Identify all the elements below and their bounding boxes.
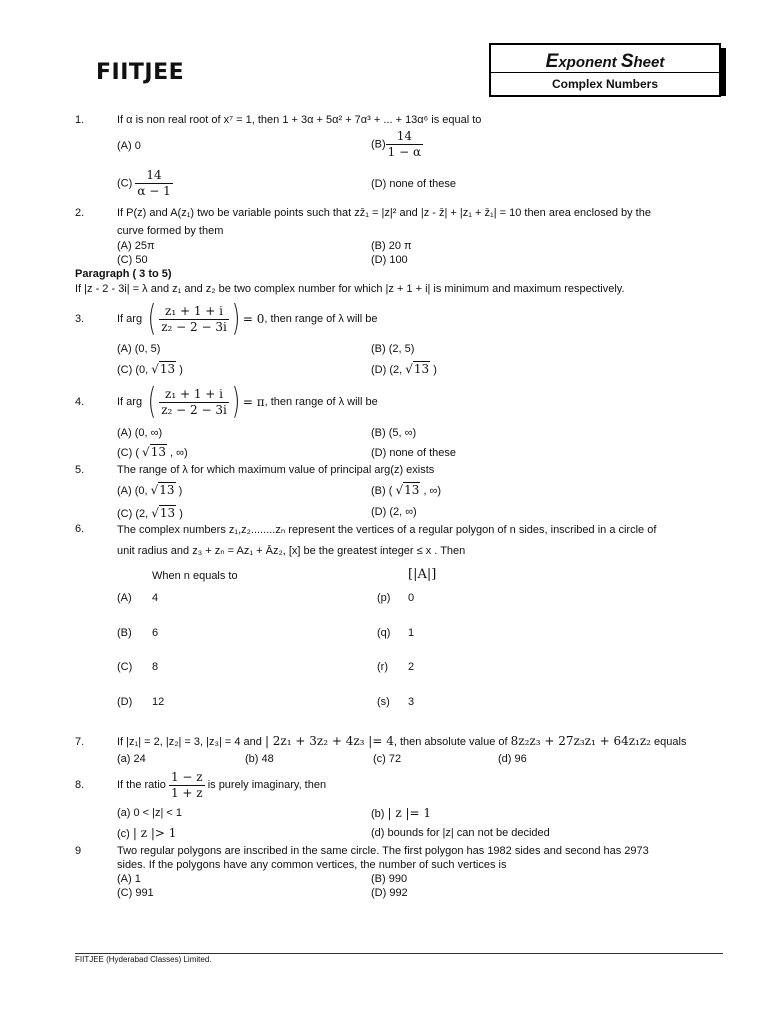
footer-divider bbox=[75, 953, 723, 954]
q3-frac-num: z₁ + 1 + i bbox=[159, 304, 229, 320]
q6-row-a-label: (A) bbox=[117, 592, 132, 604]
q3-fraction bbox=[159, 304, 229, 335]
q7-number: 7. bbox=[75, 736, 85, 748]
q7-expression-1: | 2z₁ + 3z₂ + 4z₃ |= 4 bbox=[264, 734, 394, 748]
q7-option-a: (a) 24 bbox=[117, 753, 146, 765]
q7-stem-a: If |z₁| = 2, |z₂| = 3, |z₃| = 4 and bbox=[117, 736, 262, 748]
q1-option-c bbox=[117, 168, 173, 199]
q6-row-c-value: 8 bbox=[152, 661, 159, 673]
q2-stem-line1: If P(z) and A(z₁) two be variable points such that zz̄₁ = |z|² and |z - z̄| + |z₁ + z̄₁| = 10 then area enclosed by the bbox=[117, 207, 651, 219]
q7-option-c: (c) 72 bbox=[373, 753, 402, 765]
q4-c-sqrt: √13 bbox=[142, 445, 166, 459]
paragraph-text: If |z - 2 - 3i| = λ and z₁ and z₂ be two complex number for which |z + 1 + i| is minimum and maximum respectively. bbox=[75, 283, 625, 295]
q5-c-pre: (C) (2, bbox=[117, 508, 152, 520]
sheet-subtitle: Complex Numbers bbox=[551, 77, 659, 91]
q3-left-paren: ( bbox=[147, 298, 157, 339]
q4-tail: , then range of λ will be bbox=[264, 396, 378, 408]
q8-option-c bbox=[117, 826, 176, 840]
q5-a-pre: (A) (0, bbox=[117, 485, 151, 497]
q7-option-d: (d) 96 bbox=[498, 753, 527, 765]
q3-frac-den: z₂ − 2 − 3i bbox=[161, 319, 227, 334]
q9-option-c: (C) 991 bbox=[117, 887, 154, 899]
sheet-title-cap-s: S bbox=[620, 51, 634, 72]
q3-number: 3. bbox=[75, 313, 85, 325]
q7-expression-2: 8z₂z₃ + 27z₃z₁ + 64z₁z₂ bbox=[510, 734, 651, 748]
q3-d-sqrt: √13 bbox=[405, 362, 430, 376]
q8-b-label: (b) bbox=[371, 808, 385, 820]
q5-b-sqrt: √13 bbox=[395, 483, 420, 497]
q1-b-fraction bbox=[386, 129, 423, 160]
sheet-title bbox=[491, 51, 719, 73]
sheet-title-part-1: xponent bbox=[558, 54, 621, 71]
q3-c-rad: 13 bbox=[159, 362, 176, 376]
q3-equals: = 0 bbox=[242, 312, 265, 326]
q2-option-a: (A) 25π bbox=[117, 240, 155, 252]
q6-row-c-label: (C) bbox=[117, 661, 133, 673]
q1-b-label: (B) bbox=[371, 138, 386, 151]
q5-option-b bbox=[371, 483, 441, 497]
q8-option-b bbox=[371, 806, 431, 820]
paragraph-title: Paragraph ( 3 to 5) bbox=[75, 268, 172, 280]
q6-row-s-value: 3 bbox=[408, 696, 415, 708]
q1-c-num: 14 bbox=[135, 168, 172, 184]
q6-row-d-value: 12 bbox=[152, 696, 165, 708]
q4-if: If arg bbox=[117, 396, 143, 408]
q3-d-rad: 13 bbox=[413, 362, 430, 376]
q7-stem bbox=[117, 734, 686, 748]
q3-option-d bbox=[371, 362, 437, 376]
q1-c-fraction bbox=[135, 168, 172, 199]
q4-option-d: (D) none of these bbox=[371, 447, 456, 459]
q5-b-post: , ∞) bbox=[420, 485, 442, 497]
q1-stem: If α is non real root of x⁷ = 1, then 1 + 3α + 5α² + 7α³ + ... + 13α⁶ is equal to bbox=[117, 114, 482, 126]
q6-row-s-label: (s) bbox=[377, 696, 390, 708]
q4-c-pre: (C) ( bbox=[117, 447, 143, 459]
q8-stem-a: If the ratio bbox=[117, 779, 166, 791]
q6-column2-head: [|A|] bbox=[408, 567, 437, 582]
q8-number: 8. bbox=[75, 779, 85, 791]
q1-b-den: 1 − α bbox=[387, 145, 422, 159]
q8-fraction bbox=[169, 770, 205, 801]
q6-row-r-value: 2 bbox=[408, 661, 415, 673]
q1-c-label: (C) bbox=[117, 177, 133, 190]
q5-number: 5. bbox=[75, 464, 85, 476]
q8-option-a: (a) 0 < |z| < 1 bbox=[117, 807, 183, 819]
q7-option-b: (b) 48 bbox=[245, 753, 274, 765]
q4-fraction bbox=[159, 387, 229, 418]
q4-option-b: (B) (5, ∞) bbox=[371, 427, 417, 439]
header-box bbox=[489, 43, 721, 97]
fiitjee-logo: FIITJEE bbox=[96, 60, 185, 85]
q8-option-d: (d) bounds for |z| can not be decided bbox=[371, 827, 550, 839]
q3-if: If arg bbox=[117, 313, 143, 325]
q5-a-rad: 13 bbox=[159, 483, 175, 497]
q6-column1-head: When n equals to bbox=[152, 570, 238, 582]
q6-row-d-label: (D) bbox=[117, 696, 133, 708]
q1-option-d: (D) none of these bbox=[371, 178, 456, 190]
q6-row-q-value: 1 bbox=[408, 627, 415, 639]
q1-b-num: 14 bbox=[386, 129, 423, 145]
sheet-title-cap-e: E bbox=[545, 51, 559, 72]
q1-c-den: α − 1 bbox=[137, 184, 171, 198]
q7-stem-c: equals bbox=[654, 736, 687, 748]
q2-option-b: (B) 20 π bbox=[371, 240, 412, 252]
q1-option-b bbox=[371, 129, 423, 160]
q8-frac-den: 1 + z bbox=[170, 785, 203, 800]
q6-row-r-label: (r) bbox=[377, 661, 388, 673]
q2-option-d: (D) 100 bbox=[371, 254, 408, 266]
q8-b-expr: | z |= 1 bbox=[387, 806, 432, 820]
q6-row-b-value: 6 bbox=[152, 627, 159, 639]
q4-stem bbox=[117, 381, 378, 423]
q4-c-rad: 13 bbox=[150, 445, 166, 459]
q6-row-b-label: (B) bbox=[117, 627, 132, 639]
q3-c-sqrt: √13 bbox=[151, 362, 176, 376]
q6-row-p-value: 0 bbox=[408, 592, 415, 604]
q3-right-paren: ) bbox=[231, 298, 241, 339]
q3-stem bbox=[117, 298, 377, 340]
q6-stem-line1: The complex numbers z₁,z₂........zₙ represent the vertices of a regular polygon of n sides, inscribed in a circle of bbox=[117, 524, 657, 536]
sheet-title-part-2: heet bbox=[633, 54, 665, 71]
header-divider bbox=[491, 72, 719, 73]
q4-frac-den: z₂ − 2 − 3i bbox=[161, 402, 227, 417]
q1-number: 1. bbox=[75, 114, 85, 126]
q6-row-q-label: (q) bbox=[377, 627, 391, 639]
q9-stem-line1: Two regular polygons are inscribed in the same circle. The first polygon has 1982 sides and second has 2973 bbox=[117, 845, 649, 857]
q4-left-paren: ( bbox=[147, 381, 157, 422]
q5-c-rad: 13 bbox=[159, 506, 176, 520]
q3-c-pre: (C) (0, bbox=[117, 364, 152, 376]
q3-option-b: (B) (2, 5) bbox=[371, 343, 415, 355]
q8-c-label: (c) bbox=[117, 828, 130, 840]
q5-b-rad: 13 bbox=[404, 483, 420, 497]
q3-tail: , then range of λ will be bbox=[264, 313, 378, 325]
q9-option-a: (A) 1 bbox=[117, 873, 141, 885]
q8-stem bbox=[117, 767, 326, 803]
q3-d-post: ) bbox=[430, 364, 437, 376]
q5-option-a bbox=[117, 483, 182, 497]
q8-stem-b: is purely imaginary, then bbox=[207, 779, 327, 791]
q3-d-pre: (D) (2, bbox=[371, 364, 406, 376]
q2-stem-line2: curve formed by them bbox=[117, 225, 224, 237]
q3-c-post: ) bbox=[176, 364, 183, 376]
q4-option-c bbox=[117, 445, 188, 459]
q1-option-a: (A) 0 bbox=[117, 140, 141, 152]
q3-option-a: (A) (0, 5) bbox=[117, 343, 161, 355]
q5-option-c bbox=[117, 506, 183, 520]
q2-number: 2. bbox=[75, 207, 85, 219]
q5-option-d: (D) (2, ∞) bbox=[371, 506, 417, 518]
q6-stem-line2: unit radius and z₃ + zₙ = Az₁ + Āz₂, [x] be the greatest integer ≤ x . Then bbox=[117, 545, 466, 557]
q4-frac-num: z₁ + 1 + i bbox=[159, 387, 229, 403]
q6-row-p-label: (p) bbox=[377, 592, 391, 604]
q2-option-c: (C) 50 bbox=[117, 254, 148, 266]
q7-stem-b: , then absolute value of bbox=[393, 736, 508, 748]
q5-stem: The range of λ for which maximum value of principal arg(z) exists bbox=[117, 464, 435, 476]
q9-option-b: (B) 990 bbox=[371, 873, 408, 885]
footer-text: FIITJEE (Hyderabad Classes) Limited. bbox=[75, 955, 212, 964]
q8-frac-num: 1 − z bbox=[170, 769, 203, 784]
q5-c-post: ) bbox=[176, 508, 183, 520]
q8-c-expr: | z |> 1 bbox=[132, 826, 177, 840]
q5-a-post: ) bbox=[175, 485, 183, 497]
q5-c-sqrt: √13 bbox=[151, 506, 176, 520]
q5-a-sqrt: √13 bbox=[150, 483, 175, 497]
q4-equals: = π bbox=[242, 395, 265, 409]
q4-number: 4. bbox=[75, 396, 85, 408]
q4-right-paren: ) bbox=[231, 381, 241, 422]
q6-row-a-value: 4 bbox=[152, 592, 159, 604]
q4-option-a: (A) (0, ∞) bbox=[117, 427, 163, 439]
q5-b-pre: (B) ( bbox=[371, 485, 396, 497]
q6-number: 6. bbox=[75, 523, 85, 535]
q3-option-c bbox=[117, 362, 183, 376]
q4-c-post: , ∞) bbox=[166, 447, 188, 459]
q9-option-d: (D) 992 bbox=[371, 887, 408, 899]
q9-stem-line2: sides. If the polygons have any common vertices, the number of such vertices is bbox=[117, 859, 507, 871]
q9-number: 9 bbox=[75, 845, 82, 857]
